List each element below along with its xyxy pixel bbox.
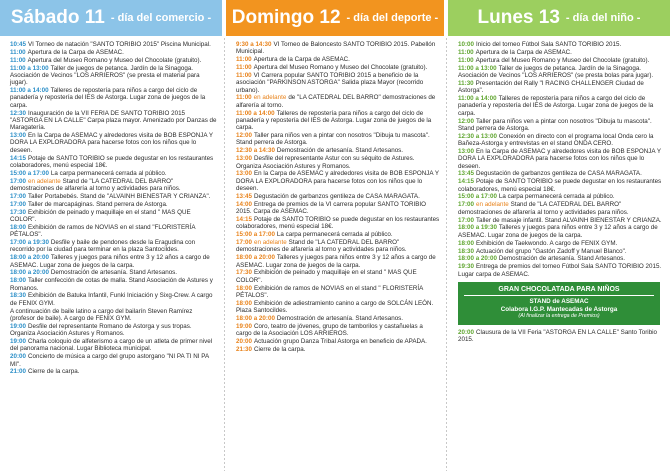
event-item (458, 148, 666, 170)
event-time: 17:00 (458, 216, 474, 224)
event-time: 10:45 (10, 41, 26, 48)
event-item (458, 65, 666, 80)
event-text: Exhibición de adiestramiento canino a cargo de SOLCÁN LEÓN. Plaza Santocildes. (236, 299, 434, 315)
event-item (458, 118, 666, 133)
event-item (10, 170, 218, 177)
event-item (10, 193, 218, 200)
event-time: 11:00 a 13:00 (10, 64, 49, 72)
event-item (10, 49, 218, 56)
event-text: Talleres y juegos para niños entre 3 y 12 años a cargo de ASEMAC. Lugar zona de juegos de la carpa. (10, 254, 210, 269)
event-time: 14:15 (458, 178, 474, 186)
event-item (10, 239, 218, 254)
event-time: 18:00 (10, 277, 26, 285)
event-text: Taller de masaje infantil. Stand ALVAINH BIENESTAR Y CRIANZA. (476, 216, 662, 224)
event-time: 19:30 (458, 263, 474, 271)
event-time: 17:00 a 19:30 (10, 239, 49, 247)
event-item (236, 254, 440, 269)
day-subtitle: - día del comercio - (110, 12, 212, 24)
event-time: 17:00 (10, 177, 26, 185)
event-time: 19:00 (10, 338, 26, 346)
event-text: Taller de juegos de petanca. Jardín de la Sinagoga. Asociación de Vecinos "LOS ARRIEROS" (se presta bolas para jugar). (458, 64, 654, 79)
event-item (458, 201, 666, 216)
event-time: 12:30 (10, 109, 26, 117)
event-item (236, 132, 440, 147)
event-item (236, 147, 440, 154)
day-subtitle: - día del deporte - (346, 12, 439, 24)
event-item (458, 178, 666, 193)
event-text: Exhibición de peinado y maquillaje en el stand " MAS QUE COLOR". (236, 269, 417, 284)
event-time: 17:00 (458, 201, 474, 209)
event-text: Coro, teatro de jóvenes, grupo de tamborilos y castañuelas a cargo de la Asociación LOS ARRIEROS. (236, 322, 423, 338)
event-time: 18:00 (236, 299, 252, 307)
day-title: Sábado 11 (10, 7, 105, 28)
events-list (448, 36, 670, 344)
event-time: 15:00 a 17:00 (10, 169, 49, 177)
event-item (236, 110, 440, 132)
event-time: 13:00 (236, 170, 252, 178)
event-time: 13:00 (236, 155, 252, 163)
event-qualifier: en adelante (476, 201, 509, 209)
day-header (448, 0, 670, 36)
event-item (458, 217, 666, 224)
event-text: Talleres de repostería para niños a cargo del ciclo de panadería y repostería del IES de Astorga. Lugar zona de juegos de la carpa. (236, 109, 432, 132)
event-time: 18:00 (10, 223, 26, 231)
event-text: La carpa permanecerá cerrada al público. (276, 231, 393, 239)
event-item (236, 285, 440, 300)
event-time: 11:00 (458, 56, 474, 64)
event-item (458, 240, 666, 247)
event-text: Exhibición de peinado y maquillaje en el stand " MAS QUE COLOR". (10, 208, 191, 223)
event-text: Apertura de la Carpa de ASEMAC. (27, 48, 124, 56)
event-time: 17:00 (10, 200, 26, 208)
event-item (10, 308, 218, 323)
event-time: 11:00 (236, 94, 252, 102)
banner-line: Colabora I.G.P. Mantecadas de Astorga (500, 305, 618, 313)
event-text: Clausura de la VII Feria "ASTORGA EN LA CALLE" Santo Toribio 2015. (458, 329, 658, 344)
banner-note: (Al finalizar la entrega de Premios) (518, 313, 600, 320)
event-item (10, 65, 218, 87)
column-domingo (226, 0, 444, 475)
event-time: 18:30 (10, 292, 26, 300)
event-item (10, 201, 218, 208)
event-time: 18:00 a 20:00 (236, 254, 275, 262)
events-list (226, 36, 444, 353)
event-text: Talleres de repostería para niños a cargo del ciclo de panadería y repostería del IES de Astorga. Lugar zona de juegos de la carpa. (10, 87, 206, 109)
event-time: 13:00 (458, 147, 474, 155)
event-time: 17:00 (10, 192, 26, 200)
event-item (10, 368, 218, 375)
event-item (10, 132, 218, 154)
event-time: 14:15 (10, 154, 26, 162)
event-text: de "LA CATEDRAL DEL BARRO" demostraciones de alfarería al torno. (236, 94, 436, 109)
event-text: Taller para niños ven a pintar con nosotros "Dibuja tu mascota". Stand perrera de Astorga. (236, 132, 430, 147)
event-text: Stand de "LA CATEDRAL DEL BARRO" demostraciones de alfarería al torno y actividades para niños. (458, 201, 629, 216)
event-time: 9:30 a 14:30 (236, 41, 272, 48)
day-subtitle: - día del niño - (565, 12, 641, 24)
event-time: 11:00 a 13:00 (458, 64, 497, 72)
event-text: Exhibición de ramos de NOVIAS en el stand "FLORISTERÍA PÉTALOS". (10, 223, 196, 239)
event-item (458, 224, 666, 239)
day-title: Lunes 13 (477, 7, 560, 28)
event-text: Inauguración de la VII FERIA DE SANTO TORIBIO 2015 "ASTORGA EN LA CALLE" Carpa plaza mayor. Amenizado por Danzas de Maragatería. (10, 109, 217, 132)
event-text: Taller de marcapáginas. Stand perrera de Astorga. (28, 200, 168, 208)
event-item (10, 292, 218, 307)
event-text: Talleres de repostería para niños a cargo del ciclo de panadería y repostería del IES de Astorga. Lugar zona de juegos de la carpa. (458, 95, 654, 117)
event-time: 15:00 a 17:00 (236, 231, 275, 239)
event-item (236, 155, 440, 170)
event-text: Demostración de artesanía. Stand Artesanos. (276, 147, 404, 155)
event-text: Conexión en directo con el programa local Onda cero la Bañeza-Astorga y entrevistas en el stand ONDA CERO. (458, 132, 654, 148)
event-text: A continuación de baile latino a cargo del bailarín Steven Ramírez (profesor de baile). A cargo de FENIX GYM. (10, 307, 193, 322)
event-time: 18:00 a 19:30 (458, 224, 497, 232)
event-item (10, 57, 218, 64)
event-text: Apertura del Museo Romano y Museo del Chocolate (gratuito). (475, 56, 650, 64)
event-item (236, 170, 440, 192)
event-item (458, 193, 666, 200)
event-item (236, 323, 440, 338)
event-text: Stand de "LA CATEDRAL DEL BARRO" demostraciones de alfarería al torno y actividades para niños. (10, 177, 181, 192)
event-qualifier: en adelante (28, 177, 61, 185)
event-item (458, 49, 666, 56)
event-item (458, 255, 666, 262)
event-text: Potaje de SANTO TORIBIO se puede degustar en los restaurantes colaboradores, menú especial 18€. (10, 154, 214, 169)
event-text: Actuación grupo Danza Tribal Astorga en beneficio de APADA. (254, 338, 427, 346)
event-qualifier: en adelante (253, 94, 287, 102)
event-item (10, 41, 218, 48)
event-item (236, 94, 440, 109)
event-time: 11:00 (236, 71, 252, 79)
event-item (10, 353, 218, 368)
column-divider (446, 38, 447, 471)
banner-title: GRAN CHOCOLATADA PARA NIÑOS (464, 286, 654, 296)
event-text: Exhibición de Batuka Infantil, Funki Iniciación y Sixg-Crew. A cargo de FENIX GYM. (10, 292, 213, 307)
event-item (236, 231, 440, 238)
event-item (10, 155, 218, 170)
event-time: 12:00 (236, 132, 252, 140)
event-time: 20:00 (236, 338, 252, 346)
event-item (458, 41, 666, 48)
event-time: 11:00 a 14:00 (10, 87, 49, 95)
chocolatada-banner (458, 282, 660, 325)
event-text: Degustación de garbanzos gentileza de CASA MARAGATA. (476, 170, 642, 178)
events-list (0, 36, 222, 376)
event-text: Potaje de SANTO TORIBIO se puede degustar en los restaurantes colaboradores, menú especial 18€. (236, 215, 440, 231)
event-item (236, 239, 440, 254)
event-text: Apertura del Museo Romano y Museo del Chocolate (gratuito). (253, 64, 428, 72)
event-item (10, 323, 218, 338)
event-time: 18:00 (458, 239, 474, 247)
event-text: Desfile del representante Astur con su séquito de Astures. Organiza Asociación Astures y Romanos. (236, 155, 415, 170)
event-item (10, 254, 218, 269)
column-lunes (448, 0, 670, 475)
event-time: 11:00 (236, 56, 252, 64)
event-text: Exhibición de ramos de NOVIAS en el stand " FLORISTERÍA PÉTALOS". (236, 284, 423, 299)
event-text: Actuación del grupo "Gastón Zadoff y Manuel Blanco". (476, 247, 627, 255)
event-text: La carpa permanecerá cerrada al público. (50, 169, 167, 177)
event-time: 17:00 (236, 239, 252, 247)
event-item (10, 209, 218, 224)
event-text: Desfile del representante Romano de Astorga y sus tropas. Organiza Asociación Astures y Romanos. (10, 322, 192, 338)
event-item (458, 170, 666, 177)
event-time: 18:00 (236, 284, 252, 292)
event-text: Presentación del Rally "I RACING CHALLENGER Ciudad de Astorga". (458, 79, 644, 95)
event-item (10, 110, 218, 132)
event-time: 12:00 (458, 117, 474, 125)
event-text: Entrega de premios del torneo Fútbol Sala SANTO TORIBIO 2015. Lugar carpa de ASEMAC. (458, 263, 662, 278)
event-item (236, 64, 440, 71)
event-time: 18:30 (458, 247, 474, 255)
event-text: Potaje de SANTO TORIBIO se puede degustar en los restaurantes colaboradores, menú especial 18€. (458, 178, 662, 193)
event-item (458, 57, 666, 64)
event-text: Charla coloquio de alfeterismo a cargo de un atleta de primer nivel del panorama nacional. Lugar Biblioteca municipal. (10, 338, 213, 353)
day-header (0, 0, 222, 36)
event-text: Cierre de la carpa. (254, 345, 306, 353)
event-item (236, 56, 440, 63)
event-text: Taller para niños ven a pintar con nosotros "Dibuja tu mascota". Stand perrera de Astorga. (458, 117, 652, 132)
event-time: 18:00 a 20:00 (10, 269, 49, 277)
event-item (10, 277, 218, 292)
event-text: Demostración de artesanía. Stand Artesanos. (50, 269, 178, 277)
event-text: Demostración de artesanía. Stand Artesanos. (498, 255, 626, 263)
event-item (236, 41, 440, 56)
event-text: Exhibición de Taekwondo. A cargo de FENIX GYM. (476, 239, 618, 247)
event-item (458, 329, 666, 344)
event-item (10, 224, 218, 239)
event-time: 12:30 a 13:00 (458, 132, 497, 140)
event-time: 18:00 a 20:00 (458, 255, 497, 263)
event-text: En la Carpa de ASEMAC y alrededores visita de BOB ESPONJA Y DORA LA EXPLORADORA para hacerse fotos con los niños que lo deseen. (10, 132, 213, 154)
event-time: 18:00 a 20:00 (236, 314, 275, 322)
event-text: Degustación de garbanzos gentileza de CASA MARAGATA. (254, 192, 420, 200)
event-item (10, 178, 218, 193)
event-time: 11:00 (236, 64, 252, 72)
event-time: 14:15 (236, 215, 252, 223)
event-item (236, 346, 440, 353)
event-text: VI Torneo de natación "SANTO TORIBIO 2015" Piscina Municipal. (28, 41, 211, 48)
event-item (10, 87, 218, 109)
event-item (10, 338, 218, 353)
event-time: 11:00 a 14:00 (458, 95, 497, 103)
event-text: En la Carpa de ASEMAC y alrededores visita de BOB ESPONJA Y DORA LA EXPLORADORA para hacerse fotos con los niños que lo deseen. (236, 170, 439, 192)
event-time: 20:00 (458, 329, 474, 337)
event-time: 11:00 (10, 48, 26, 56)
event-time: 19:00 (10, 322, 26, 330)
event-item (236, 216, 440, 231)
event-text: Concierto de música a cargo del grupo astorgano "NI PA TI NI PA MI". (10, 353, 209, 368)
event-text: Taller de juegos de petanca. Jardín de la Sinagoga. Asociación de Vecinos "LOS ARRIEROS" (se presta el material para jugar). (10, 64, 200, 87)
column-sabado (0, 0, 222, 475)
event-time: 13:45 (458, 170, 474, 178)
event-time: 15:00 a 17:00 (458, 193, 497, 201)
day-header (226, 0, 444, 36)
event-text: Apertura de la Carpa de ASEMAC. (475, 48, 572, 56)
event-item (236, 338, 440, 345)
event-time: 11:00 a 14:00 (236, 109, 275, 117)
event-text: Taller Portabebés. Stand de "ALVAINH BIENESTAR Y CRIANZA". (28, 192, 211, 200)
event-item (236, 201, 440, 216)
event-time: 21:30 (236, 345, 252, 353)
event-item (236, 193, 440, 200)
event-item (458, 95, 666, 117)
event-item (236, 315, 440, 322)
event-time: 20:00 (10, 353, 26, 361)
event-text: Apertura de la Carpa de ASEMAC. (253, 56, 350, 64)
event-text: Cierre de la carpa. (28, 368, 80, 376)
event-item (458, 263, 666, 278)
event-item (236, 72, 440, 94)
event-text: Taller confección de cotas de malla. Stand Asociación de Astures y Romanos. (10, 277, 213, 292)
event-text: VI Carrera popular SANTO TORIBIO 2015 a beneficio de la asociación "PARKINSON ASTORGA" Salida plaza Mayor (recorrido urbano). (236, 71, 424, 94)
event-time: 17:30 (10, 208, 26, 216)
event-item (236, 300, 440, 315)
event-text: En la Carpa de ASEMAC y alrededores visita de BOB ESPONJA Y DORA LA EXPLORADORA para hacerse fotos con los niños que lo deseen. (458, 147, 661, 170)
event-item (236, 269, 440, 284)
event-qualifier: en adelante (254, 239, 287, 247)
event-time: 14:00 (236, 200, 252, 208)
event-text: VI Torneo de Baloncesto SANTO TORIBIO 2015. Pabellón Municipal. (236, 41, 436, 56)
event-item (458, 80, 666, 95)
event-time: 11:00 (10, 56, 26, 64)
event-text: Demostración de artesanía. Stand Artesanos. (276, 314, 404, 322)
event-time: 13:00 (10, 132, 26, 140)
event-time: 11:00 (458, 48, 474, 56)
event-time: 17:30 (236, 269, 252, 277)
event-time: 19:00 (236, 322, 252, 330)
event-item (10, 269, 218, 276)
event-text: Talleres y juegos para niños entre 3 y 12 años a cargo de ASEMAC. Lugar zona de juegos de la carpa. (458, 224, 658, 239)
event-text: La carpa permanecerá cerrada al público. (498, 193, 615, 201)
events-sublist (458, 41, 666, 278)
column-divider (224, 38, 225, 471)
event-time: 11:30 (458, 79, 474, 87)
event-text: Stand de "LA CATEDRAL DEL BARRO" demostraciones de alfarería al torno y actividades para niños. (236, 239, 407, 254)
event-text: Desfile y baile de pendones desde la Eragudina con recorrido por la ciudad para terminar en la plaza Santocildes. (10, 239, 196, 254)
event-item (458, 248, 666, 255)
day-title: Domingo 12 (231, 7, 341, 28)
event-time: 21:00 (10, 368, 26, 376)
event-text: Apertura del Museo Romano y Museo del Chocolate (gratuito). (27, 56, 202, 64)
event-text: Inicio del torneo Fútbol Sala SANTO TORIBIO 2015. (476, 41, 622, 48)
event-time: 18:00 a 20:00 (10, 254, 49, 262)
event-time: 13:45 (236, 192, 252, 200)
event-text: Entrega de premios de la VI carrera popular SANTO TORIBIO 2015. Carpa de ASEMAC. (236, 200, 426, 216)
event-item (458, 133, 666, 148)
event-text: Talleres y juegos para niños entre 3 y 12 años a cargo de ASEMAC. Lugar zona de juegos de la carpa. (236, 254, 436, 269)
event-time: 12:30 a 14:30 (236, 147, 275, 155)
banner-line: STAND de ASEMAC (529, 298, 589, 306)
event-time: 10:00 (458, 41, 474, 48)
